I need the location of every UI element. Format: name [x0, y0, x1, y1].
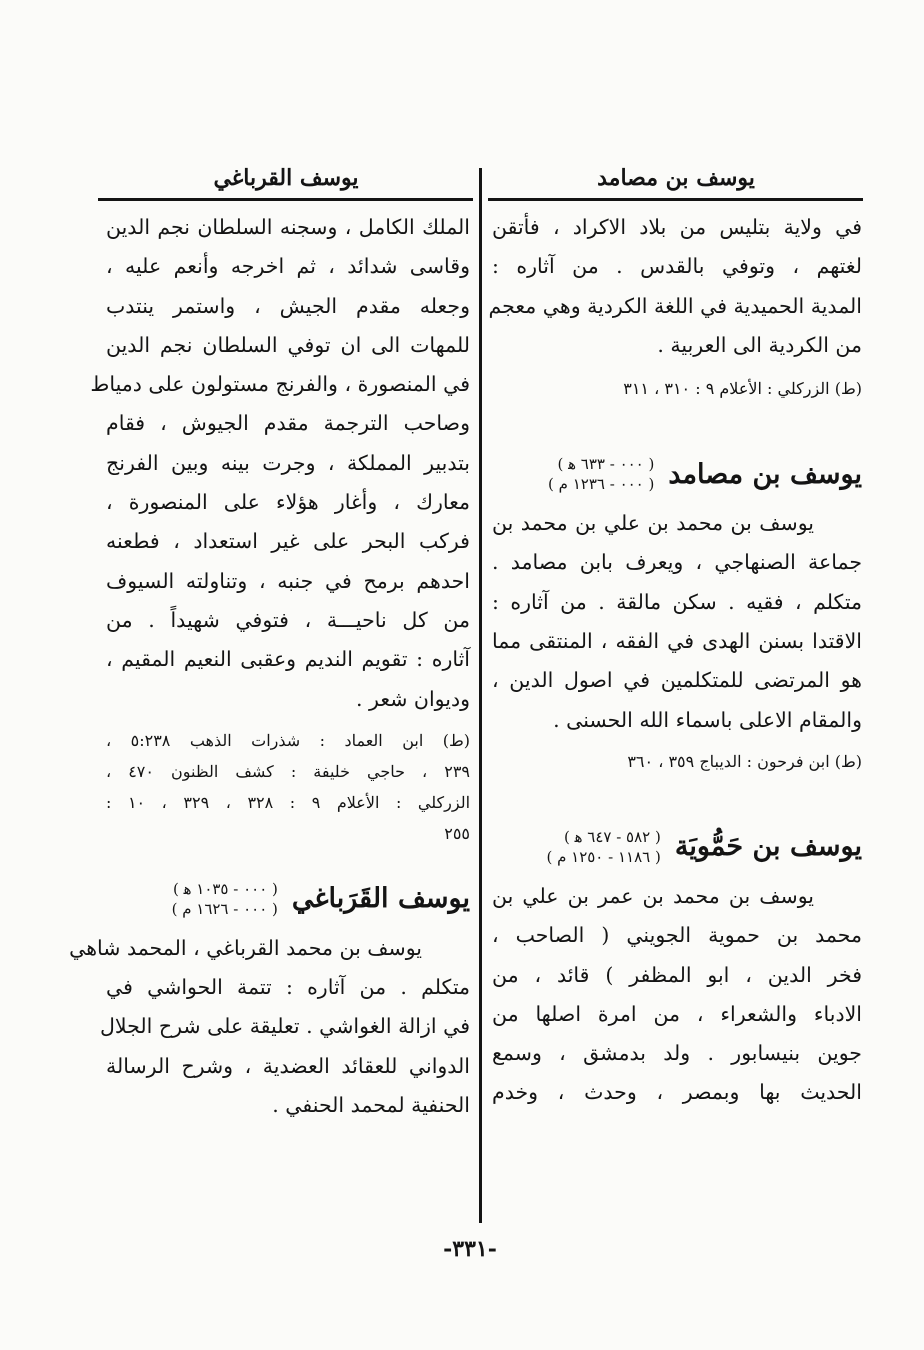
- text-line: في ولاية بتليس من بلاد الاكراد ، فأتقن: [492, 215, 862, 239]
- hijri-dates: ( ٠٠٠ - ٦٣٣ ﻫ ): [557, 455, 655, 474]
- entry-dates: [548, 454, 654, 494]
- text-line: لغتهم ، وتوفي بالقدس . من آثاره :: [492, 254, 862, 279]
- gregorian-dates: ( ١١٨٦ - ١٢٥٠ م ): [546, 847, 661, 866]
- text-line: من كل ناحيـــة ، فتوفي شهيداً . من: [106, 607, 470, 632]
- text-line: احدهم برمح في جنبه ، وتناولته السيوف: [106, 568, 470, 593]
- text-line: هو المرتضى للمتكلمين في اصول الدين ،: [492, 668, 862, 693]
- entry-body: [492, 877, 862, 1113]
- text-line: جماعة الصنهاجي ، ويعرف بابن مصامد .: [492, 550, 862, 575]
- text-line: الحنفية لمحمد الحنفي .: [272, 1093, 470, 1118]
- entry-body: [492, 504, 862, 740]
- text-line: يوسف بن محمد بن عمر بن علي بن: [492, 883, 814, 908]
- entry-name: يوسف بن مصامد: [668, 458, 862, 490]
- text-line: في المنصورة ، والفرنج مستولون على دمياط: [90, 372, 470, 397]
- text-line: وجعله مقدم الجيش ، واستمر ينتدب: [106, 293, 470, 318]
- text-line: وديوان شعر .: [355, 686, 470, 711]
- text-line: وقاسى شدائد ، ثم اخرجه وأنعم عليه ،: [106, 254, 470, 279]
- source-references: [106, 725, 470, 849]
- gregorian-dates: ( ٠٠٠ - ١٦٢٦ م ): [171, 899, 278, 918]
- page-number: -٣٣١-: [443, 1236, 497, 1262]
- text-line: بتدبير المملكة ، وجرت بينه وبين الفرنج: [106, 450, 470, 475]
- text-line: جوين بنيسابور . ولد بدمشق ، وسمع: [492, 1041, 862, 1066]
- text-line: فخر الدين ، ابو المظفر ) قائد ، من: [492, 962, 862, 987]
- text-line: الدواني للعقائد العضدية ، وشرح الرسالة: [106, 1053, 470, 1078]
- header-rule-right: [488, 198, 863, 201]
- source-reference: الزركلي : الأعلام ٩ : ٣٢٨ ، ٣٢٩ ، ١٠ :: [106, 792, 471, 812]
- text-line: في ازالة الغواشي . تعليقة على شرح الجلال: [100, 1014, 470, 1039]
- continued-entry-text: [90, 208, 470, 719]
- text-line: يوسف بن محمد القرباغي ، المحمد شاهي: [69, 935, 422, 960]
- left-column: [69, 208, 471, 1125]
- column-divider: [479, 168, 482, 1223]
- running-header-right: يوسف بن مصامد: [597, 165, 755, 191]
- entry-body: [69, 929, 470, 1125]
- source-reference: ٢٥٥: [444, 823, 470, 843]
- text-line: والمقام الاعلى باسماء الله الحسنى .: [553, 707, 862, 732]
- text-line: متكلم ، فقيه . سكن مالقة . من آثاره :: [492, 589, 862, 614]
- text-line: يوسف بن محمد بن علي بن محمد بن: [492, 511, 814, 536]
- gregorian-dates: ( ٠٠٠ - ١٢٣٦ م ): [548, 475, 655, 494]
- entry-heading: [106, 869, 470, 929]
- entry-dates: [172, 879, 278, 919]
- right-column: [488, 208, 862, 1113]
- source-reference: ٢٣٩ ، حاجي خليفة : كشف الظنون ٤٧٠ ،: [106, 761, 471, 781]
- text-line: للمهات الى ان توفي السلطان نجم الدين: [106, 332, 470, 357]
- continued-entry-text: [488, 208, 862, 365]
- text-line: متكلم . من آثاره : تتمة الحواشي في: [106, 975, 470, 1000]
- hijri-dates: ( ٥٨٢ - ٦٤٧ ﻫ ): [563, 827, 661, 846]
- entry-dates: [546, 827, 660, 867]
- header-rule-left: [98, 198, 473, 201]
- hijri-dates: ( ٠٠٠ - ١٠٣٥ ﻫ ): [172, 879, 278, 898]
- entry-name: يوسف القَرَباغي: [291, 883, 470, 915]
- source-reference: (ط) ابن فرحون : الديباج ٣٥٩ ، ٣٦٠: [627, 751, 862, 771]
- source-reference: (ط) الزركلي : الأعلام ٩ : ٣١٠ ، ٣١١: [623, 379, 862, 399]
- text-line: آثاره : تقويم النديم وعقبى النعيم المقيم ،: [106, 647, 470, 672]
- source-reference: (ط) ابن العماد : شذرات الذهب ٥:٢٣٨ ،: [106, 730, 470, 750]
- entry-heading: [492, 817, 862, 877]
- entry-heading: [492, 444, 862, 504]
- entry-name: يوسف بن حَمُّويَة: [674, 831, 862, 863]
- text-line: محمد بن حموية الجويني ( الصاحب ،: [492, 923, 862, 948]
- text-line: معارك ، وأغار هؤلاء على المنصورة ،: [106, 490, 470, 515]
- text-line: الادباء والشعراء ، من امرة اصلها من: [492, 1001, 862, 1026]
- text-line: فركب البحر على غير استعداد ، فطعنه: [106, 529, 470, 554]
- text-line: الملك الكامل ، وسجنه السلطان نجم الدين: [106, 215, 470, 239]
- text-line: الحديث بها وبمصر ، وحدث ، وخدم: [492, 1080, 862, 1105]
- running-header-left: يوسف القرباغي: [213, 165, 359, 191]
- text-line: الاقتدا بسنن الهدى في الفقه ، المنتقى مما: [492, 629, 862, 654]
- text-line: المدية الحميدية في اللغة الكردية وهي معجم: [488, 293, 862, 318]
- text-line: وصاحب الترجمة مقدم الجيوش ، فقام: [106, 411, 470, 436]
- text-line: من الكردية الى العربية .: [657, 332, 862, 357]
